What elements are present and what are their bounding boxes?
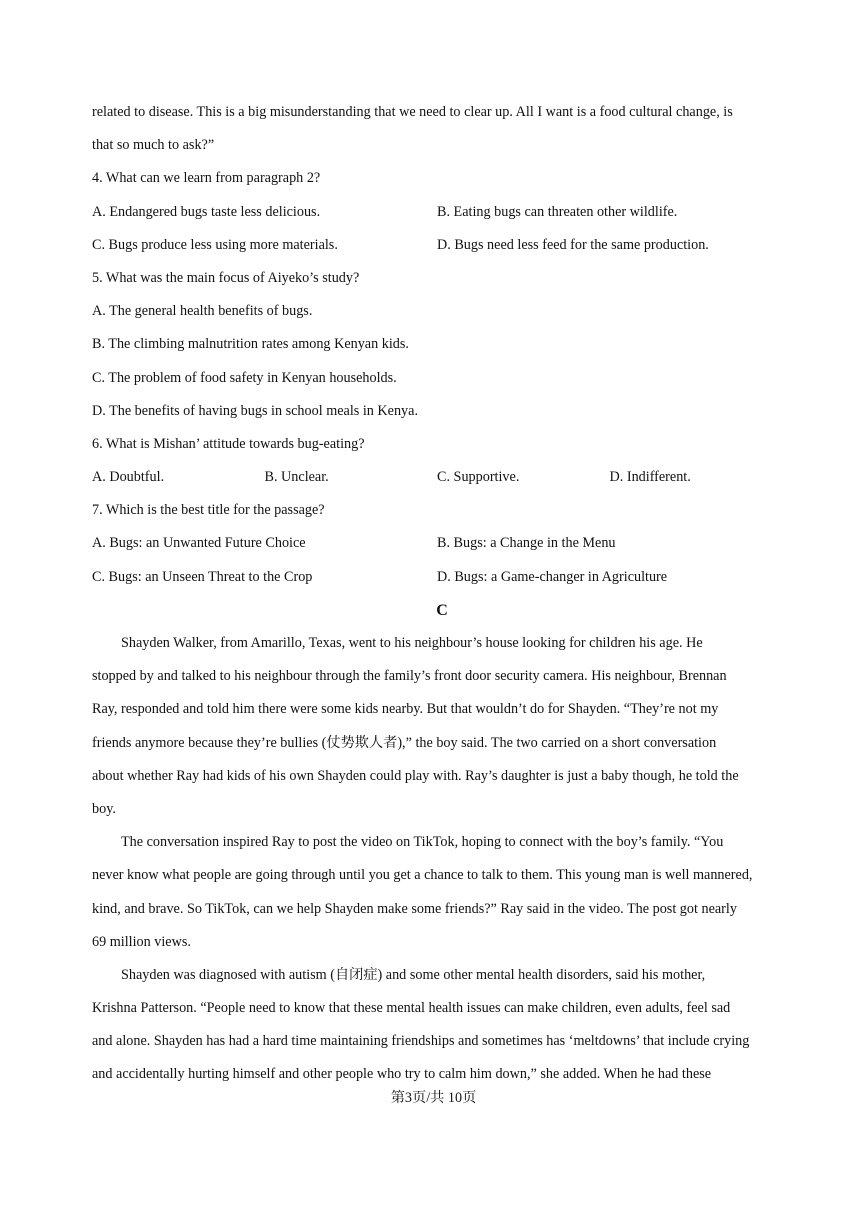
section-c-paragraph-2: [92, 826, 792, 959]
page-content: [92, 96, 792, 1092]
text-line: friends anymore because they’re bullies (仗势欺人者),” the boy said. The two carried on a short conversation: [92, 734, 717, 751]
text-line: 69 million views.: [92, 933, 191, 950]
option-c: C. Bugs produce less using more materials.: [92, 236, 338, 253]
text-line: and accidentally hurting himself and other people who try to calm him down,” she added. When he had these: [92, 1066, 712, 1083]
passage-b-tail: [92, 96, 792, 162]
option-row: [92, 527, 792, 560]
text-line: Shayden was diagnosed with autism (自闭症) and some other mental health disorders, said his mother,: [121, 966, 706, 983]
option-a: A. The general health benefits of bugs.: [92, 303, 313, 320]
question-stem: 5. What was the main focus of Aiyeko’s study?: [92, 269, 360, 286]
question-5: [92, 262, 792, 428]
question-stem: 7. Which is the best title for the passage?: [92, 502, 325, 519]
option-c: C. Supportive.: [437, 469, 520, 486]
option-row: [92, 561, 792, 594]
option-c: C. The problem of food safety in Kenyan households.: [92, 369, 397, 386]
text-line: about whether Ray had kids of his own Shayden could play with. Ray’s daughter is just a baby though, he told the: [92, 767, 739, 784]
option-a: A. Endangered bugs taste less delicious.: [92, 203, 321, 220]
option-c: C. Bugs: an Unseen Threat to the Crop: [92, 568, 313, 585]
page-number: 第3页/共 10页: [390, 1090, 477, 1106]
section-c-paragraph-3: [92, 959, 792, 1092]
option-d: D. Bugs: a Game-changer in Agriculture: [437, 568, 668, 585]
text-line: Ray, responded and told him there were some kids nearby. But that wouldn’t do for Shayden. “They’re not my: [92, 701, 719, 718]
text-line: The conversation inspired Ray to post the video on TikTok, hoping to connect with the boy’s family. “You: [121, 834, 724, 851]
text-line: stopped by and talked to his neighbour through the family’s front door security camera. His neighbour, Brennan: [92, 668, 727, 685]
text-line: and alone. Shayden has had a hard time maintaining friendships and sometimes has ‘meltdowns’ that include crying: [92, 1033, 750, 1050]
text-line: Krishna Patterson. “People need to know that these mental health issues can make children, even adults, feel sad: [92, 1000, 731, 1017]
text-line: related to disease. This is a big misunderstanding that we need to clear up. All I want is a food cultural change, is: [92, 104, 733, 120]
option-row: [92, 461, 792, 494]
option-b: B. Eating bugs can threaten other wildlife.: [437, 203, 678, 220]
text-line: that so much to ask?”: [92, 137, 215, 154]
option-d: D. Bugs need less feed for the same production.: [437, 236, 709, 253]
option-b: B. The climbing malnutrition rates among Kenyan kids.: [92, 336, 409, 353]
text-line: never know what people are going through until you get a chance to talk to them. This young man is well mannered,: [92, 867, 753, 884]
option-row: [92, 229, 792, 262]
option-a: A. Bugs: an Unwanted Future Choice: [92, 535, 306, 552]
section-c-paragraph-1: [92, 627, 792, 826]
question-stem: 6. What is Mishan’ attitude towards bug-eating?: [92, 435, 365, 452]
option-row: [92, 196, 792, 229]
option-b: B. Unclear.: [264, 469, 329, 486]
question-7: [92, 494, 792, 594]
option-b: B. Bugs: a Change in the Menu: [437, 535, 616, 552]
text-line: boy.: [92, 800, 116, 817]
text-line: kind, and brave. So TikTok, can we help Shayden make some friends?” Ray said in the video. The post got nearly: [92, 900, 737, 917]
question-6: [92, 428, 792, 494]
option-d: D. Indifferent.: [609, 469, 691, 486]
section-heading: C: [436, 601, 448, 619]
option-d: D. The benefits of having bugs in school meals in Kenya.: [92, 402, 418, 419]
question-stem: 4. What can we learn from paragraph 2?: [92, 170, 321, 187]
text-line: Shayden Walker, from Amarillo, Texas, went to his neighbour’s house looking for children his age. He: [121, 635, 703, 651]
question-4: [92, 162, 792, 262]
option-a: A. Doubtful.: [92, 469, 165, 486]
